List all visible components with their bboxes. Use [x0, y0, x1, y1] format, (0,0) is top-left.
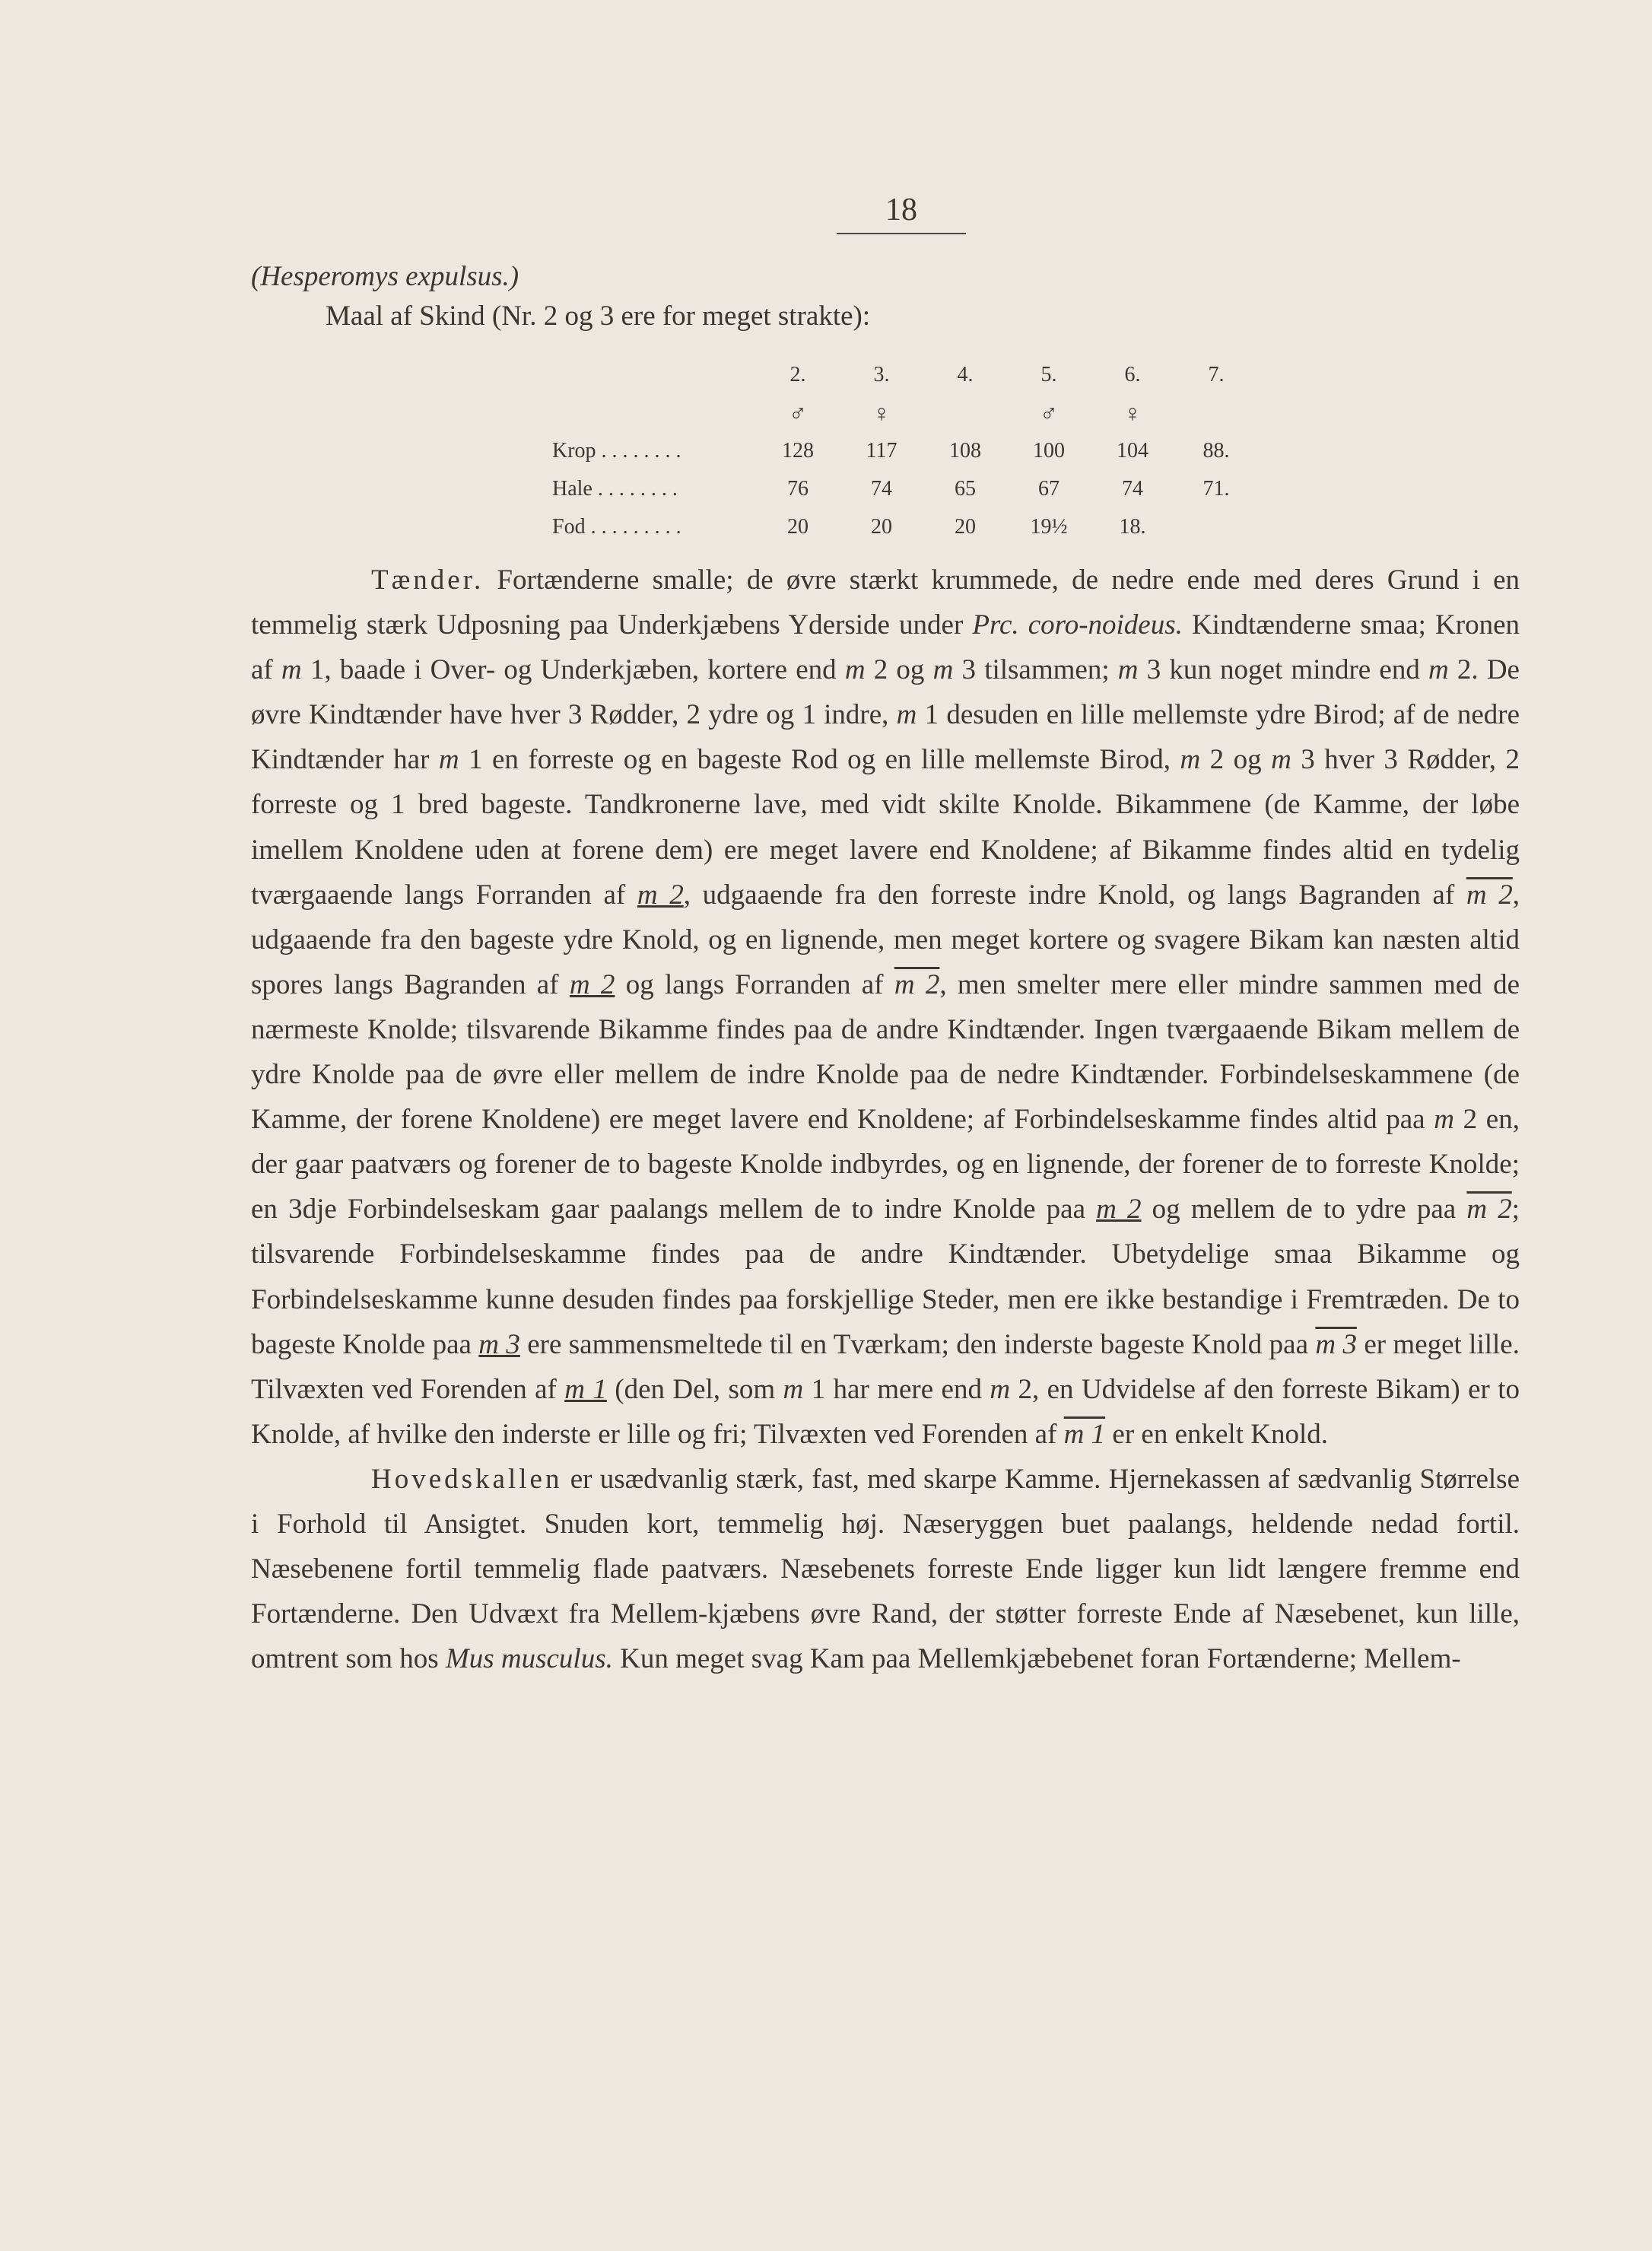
text-run: 1 desuden en lille mellemste ydre Birod; af de nedre Kindtænder har	[251, 699, 1520, 776]
text-run: og mellem de to ydre paa	[1141, 1194, 1467, 1226]
text-run: 2 og	[1200, 744, 1272, 776]
table-cell	[1174, 508, 1258, 546]
italic-text: m 2	[1466, 879, 1513, 911]
text-run: 3 kun noget mindre end	[1138, 654, 1428, 686]
italic-text: m 2	[637, 879, 684, 911]
table-row	[552, 470, 1258, 508]
table-cell: 100	[1033, 439, 1065, 463]
table-cell: 20	[787, 515, 809, 539]
italic-text: m	[783, 1373, 804, 1405]
paragraph-teeth	[251, 558, 1520, 1457]
table-cell: 74	[1122, 477, 1143, 501]
table-cell: 74	[871, 477, 892, 501]
table-cell: 128	[782, 439, 814, 463]
italic-text: m	[932, 654, 954, 686]
text-run: er meget lille. Tilvæxten ved Forenden af	[251, 1328, 1520, 1405]
text-run: 1, baade i Over- og Underkjæben, kortere end	[301, 654, 845, 686]
table-cell: 19½	[1030, 515, 1068, 539]
row-label: Hale . . . . . . . .	[552, 477, 678, 501]
text-run: og langs Forranden af	[615, 968, 894, 1000]
italic-text: m 2	[1466, 1194, 1512, 1226]
italic-text: m	[1180, 744, 1201, 776]
sex-symbol: ♀	[1123, 399, 1142, 427]
italic-text: m 2	[894, 968, 940, 1000]
italic-text: m	[844, 654, 866, 686]
text-run: 3 tilsammen;	[953, 654, 1118, 686]
table-cell: 104	[1117, 439, 1148, 463]
italic-text: Mus musculus.	[445, 1643, 613, 1675]
italic-text: m 2	[1096, 1194, 1142, 1226]
italic-text: m 1	[1063, 1418, 1106, 1450]
table-cell: 18.	[1119, 515, 1146, 539]
text-run: ere sammensmeltede til en Tværkam; den inderste bageste Knold paa	[519, 1328, 1316, 1360]
table-cell: 67	[1038, 477, 1060, 501]
text-run: Fortænderne smalle; de øvre stærkt krummede, de nedre ende med deres Grund i en temmelig stærk Udposning paa Underkjæbens Yderside under	[251, 564, 1520, 641]
column-header: 6.	[1124, 363, 1141, 386]
sex-symbol	[1174, 394, 1258, 432]
text-run: , udgaaende fra den bageste ydre Knold, og en lignende, men meget kortere og svagere Bikam kan næsten altid spores langs Bagranden af	[251, 879, 1520, 1000]
table-cell: 76	[787, 477, 809, 501]
table-sex-row	[552, 394, 1258, 432]
column-header: 2.	[789, 363, 806, 386]
table-row	[552, 508, 1258, 546]
italic-text: m	[1428, 654, 1449, 686]
text-run: 2 en, der gaar paatværs og forener de to bageste Knolde indbyrdes, og en lignende, der forener de to forreste Knolde; en 3dje Forbindelseskam gaar paalangs mellem de to indre Knolde paa	[251, 1104, 1520, 1226]
italic-text: m 3	[478, 1328, 520, 1360]
text-run: ; tilsvarende Forbindelseskamme findes paa de andre Kindtænder. Ubetydelige smaa Bikamme og Forbindelseskamme kunne desuden findes paa forskjellige Steder, men ere ikke bestandige i Fremtræden. De to bageste Knolde paa	[251, 1194, 1520, 1360]
body-text	[251, 558, 1520, 1681]
italic-text: m	[990, 1373, 1011, 1405]
text-run: 2, en Udvidelse af den forreste Bikam) er to Knolde, af hvilke den inderste er lille og fri; Tilvæxten ved Forenden af	[251, 1373, 1520, 1450]
italic-text: m	[1434, 1104, 1454, 1136]
table-cell: 88.	[1202, 439, 1230, 463]
text-run: 2. De øvre Kindtænder have hver 3 Rødder, 2 ydre og 1 indre,	[251, 654, 1520, 731]
text-run: 1 en forreste og en bageste Rod og en lille mellemste Birod,	[459, 744, 1180, 776]
italic-text: m	[896, 699, 917, 731]
italic-text: Prc. coro-noideus.	[972, 609, 1183, 641]
text-run: , men smelter mere eller mindre sammen med de nærmeste Knolde; tilsvarende Bikamme findes paa de andre Kindtænder. Ingen tværgaaende Bikam mellem de ydre Knolde paa de øvre eller mellem de indre Knolde paa de nedre Kindtænder. Forbindelseskammene (de Kamme, der forene Knoldene) ere meget lavere end Knoldene; af Forbindelseskamme findes altid paa	[251, 968, 1520, 1136]
column-header: 3.	[873, 363, 890, 386]
table-row	[552, 432, 1258, 470]
text-run: Kindtænderne smaa; Kronen af	[251, 609, 1520, 686]
table-cell: 65	[955, 477, 976, 501]
italic-text: m	[1117, 654, 1139, 686]
sex-symbol	[923, 394, 1007, 432]
table-cell: 108	[949, 439, 981, 463]
column-header: 4.	[957, 363, 974, 386]
table-cell: 20	[955, 515, 976, 539]
text-run: , udgaaende fra den forreste indre Knold, og langs Bagranden af	[683, 879, 1466, 911]
measurement-intro: Maal af Skind (Nr. 2 og 3 ere for meget strakte):	[326, 300, 871, 332]
row-label: Fod . . . . . . . . .	[552, 515, 681, 539]
text-run: 3 hver 3 Rødder, 2 forreste og 1 bred bageste. Tandkronerne lave, med vidt skilte Knolde. Bikammene (de Kamme, der løbe imellem Knoldene uden at forene dem) ere meget lavere end Knoldene; af Bikamme findes altid en tydelig tværgaaende langs Forranden af	[251, 744, 1520, 911]
paragraph-heading: Hovedskallen	[371, 1463, 563, 1495]
italic-text: m	[438, 744, 459, 776]
row-label: Krop . . . . . . . .	[552, 439, 681, 463]
page-number: 18	[837, 189, 966, 234]
text-run: Kun meget svag Kam paa Mellemkjæbebenet foran Fortænderne; Mellem-	[612, 1643, 1461, 1675]
italic-text: m	[281, 654, 302, 686]
paragraph-skull	[251, 1457, 1520, 1681]
text-run: er usædvanlig stærk, fast, med skarpe Kamme. Hjernekassen af sædvanlig Størrelse i Forhold til Ansigtet. Snuden kort, temmelig høj. Næseryggen buet paalangs, heldende nedad fortil. Næsebenene fortil temmelig flade paatværs. Næsebenets forreste Ende ligger kun lidt længere fremme end Fortænderne. Den Udvæxt fra Mellem-kjæbens øvre Rand, der støtter forreste Ende af Næsebenet, kun lille, omtrent som hos	[251, 1463, 1520, 1675]
table-cell: 20	[871, 515, 892, 539]
italic-text: m	[1271, 744, 1291, 776]
text-run: 1 har mere end	[803, 1373, 990, 1405]
species-note: (Hesperomys expulsus.)	[251, 261, 519, 292]
sex-symbol: ♂	[789, 399, 807, 427]
table-header-row	[552, 356, 1258, 394]
column-header: 5.	[1040, 363, 1057, 386]
column-header: 7.	[1208, 363, 1225, 386]
measurement-table	[552, 356, 1258, 546]
paragraph-heading: Tænder.	[371, 564, 484, 596]
italic-text: m 1	[564, 1373, 607, 1405]
table-cell: 117	[866, 439, 897, 463]
text-run: 2 og	[865, 654, 933, 686]
sex-symbol: ♂	[1040, 399, 1058, 427]
italic-text: m 2	[569, 968, 615, 1000]
text-run: er en enkelt Knold.	[1105, 1418, 1328, 1450]
sex-symbol: ♀	[872, 399, 891, 427]
italic-text: m 3	[1315, 1328, 1357, 1360]
text-run: (den Del, som	[606, 1373, 783, 1405]
table-cell: 71.	[1202, 477, 1230, 501]
